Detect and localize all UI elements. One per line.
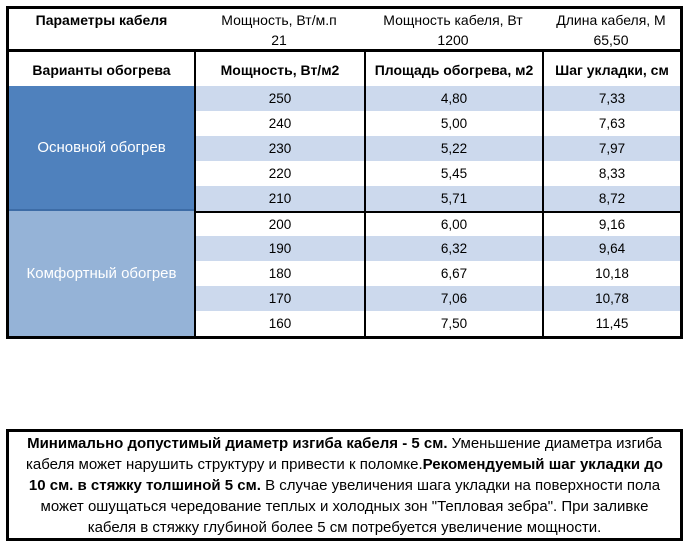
data-cell: 180	[194, 261, 364, 286]
data-cell: 210	[194, 186, 364, 211]
data-cell: 190	[194, 236, 364, 261]
data-cell: 6,00	[364, 211, 542, 236]
data-cell: 9,16	[542, 211, 680, 236]
data-cell: 11,45	[542, 311, 680, 336]
data-cell: 6,67	[364, 261, 542, 286]
data-cell: 7,33	[542, 86, 680, 111]
data-cell: 7,50	[364, 311, 542, 336]
section-label: Комфортный обогрев	[9, 211, 194, 336]
data-cell: 5,22	[364, 136, 542, 161]
param-label-cable-length: Длина кабеля, М	[556, 11, 666, 28]
data-cell: 6,32	[364, 236, 542, 261]
data-cell: 170	[194, 286, 364, 311]
cable-parameters-title: Параметры кабеля	[35, 11, 168, 28]
data-cell: 4,80	[364, 86, 542, 111]
data-cell: 7,97	[542, 136, 680, 161]
param-label-power-per-m: Мощность, Вт/м.п	[221, 11, 337, 28]
heating-table-header-row	[9, 49, 680, 86]
note-segment: В случае увеличения шага укладки на поверхности пола может ошущаться чередование теплых и холодных зон "Тепловая зебра". При заливке кабеля в стяжку глубиной более 5 см потребуется увеличение мощности.	[40, 476, 661, 536]
param-label-cable-power: Мощность кабеля, Вт	[383, 11, 523, 28]
param-value-cable-power: 1200	[437, 31, 469, 48]
cable-table	[6, 6, 683, 339]
param-value-cable-length: 65,50	[593, 31, 629, 48]
header-heating-variants: Варианты обогрева	[32, 62, 171, 78]
data-cell: 10,18	[542, 261, 680, 286]
data-cell: 8,72	[542, 186, 680, 211]
note-text	[19, 433, 670, 538]
data-cell: 160	[194, 311, 364, 336]
cable-parameters-block	[9, 9, 680, 49]
note-segment-bold: Рекомендуемый шаг укладки до 10 см. в стяжку толшиной 5 см.	[28, 455, 663, 494]
note-box	[6, 429, 683, 541]
data-cell: 5,71	[364, 186, 542, 211]
data-cell: 220	[194, 161, 364, 186]
data-cell: 9,64	[542, 236, 680, 261]
data-cell: 240	[194, 111, 364, 136]
header-power-per-m2: Мощность, Вт/м2	[194, 52, 364, 89]
header-heating-area: Площадь обогрева, м2	[364, 52, 542, 89]
data-cell: 7,06	[364, 286, 542, 311]
note-segment: Уменьшение диаметра изгиба кабеля может нарушить структуру и привести к поломке.	[26, 434, 662, 473]
param-value-power-per-m: 21	[271, 31, 287, 48]
section-label: Основной обогрев	[9, 86, 194, 211]
note-segment-bold: Минимально допустимый диаметр изгиба кабеля - 5 см.	[27, 434, 452, 452]
data-cell: 5,00	[364, 111, 542, 136]
data-cell: 250	[194, 86, 364, 111]
data-cell: 7,63	[542, 111, 680, 136]
header-laying-step: Шаг укладки, см	[542, 52, 680, 89]
data-cell: 230	[194, 136, 364, 161]
heating-data-grid	[9, 86, 680, 336]
data-cell: 5,45	[364, 161, 542, 186]
data-cell: 10,78	[542, 286, 680, 311]
data-cell: 8,33	[542, 161, 680, 186]
data-cell: 200	[194, 211, 364, 236]
